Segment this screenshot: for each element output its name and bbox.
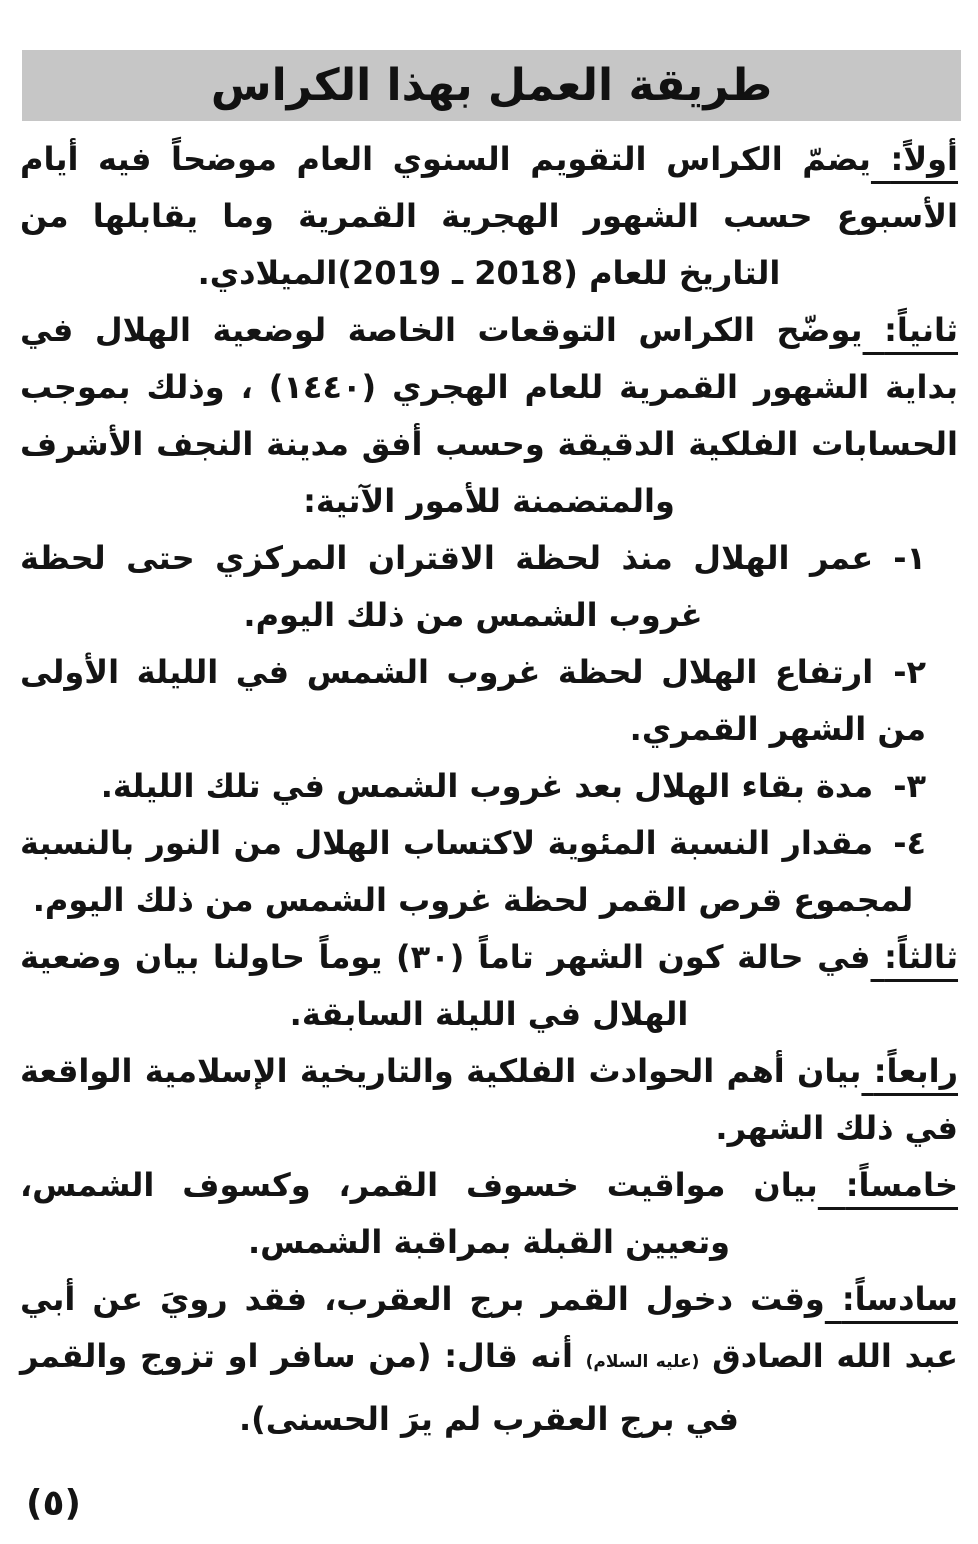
list-item-4 <box>20 815 958 929</box>
list-item-1-text: عمر الهلال منذ لحظة الاقتران المركزي حتى لحظة غروب الشمس من ذلك اليوم. <box>20 539 874 634</box>
paragraph-first <box>20 131 958 302</box>
lead-word-third: ثالثاً: <box>884 938 959 976</box>
list-item-4-number: ٤- <box>893 824 926 862</box>
lead-word-sixth: سادساً: <box>841 1280 958 1318</box>
paragraph-third <box>20 929 958 1043</box>
title-bar <box>22 50 961 121</box>
paragraph-first-text: يضمّ الكراس التقويم السنوي العام موضحاً فيه أيام الأسبوع حسب الشهور الهجرية القمرية وما يقابلها من التاريخ للعام (2018 ـ 2019)الميلادي. <box>20 140 958 292</box>
lead-word-second: ثانياً: <box>884 311 959 349</box>
paragraph-second-text: يوضّح الكراس التوقعات الخاصة لوضعية الهلال في بداية الشهور القمرية للعام الهجري (١٤٤٠) ، وذلك بموجب الحسابات الفلكية الدقيقة وحسب أفق مدينة النجف الأشرف والمتضمنة للأمور الآتية: <box>20 311 959 520</box>
list-item-2 <box>20 644 958 758</box>
page-title: طريقة العمل بهذا الكراس <box>210 60 773 111</box>
lead-word-fourth: رابعاً: <box>873 1052 959 1090</box>
paragraph-third-text: في حالة كون الشهر تاماً (٣٠) يوماً حاولنا بيان وضعية الهلال في الليلة السابقة. <box>20 938 871 1033</box>
paragraph-fifth <box>20 1157 958 1271</box>
list-item-2-text: ارتفاع الهلال لحظة غروب الشمس في الليلة الأولى من الشهر القمري. <box>20 653 926 748</box>
paragraph-sixth-text-before: وقت دخول القمر برج العقرب، فقد رويَ عن أبي عبد الله الصادق <box>20 1280 958 1375</box>
list-item-3-number: ٣- <box>893 767 926 805</box>
lead-word-fifth: خامساً: <box>845 1166 959 1204</box>
paragraph-fourth <box>20 1043 958 1157</box>
list-item-3 <box>20 758 958 815</box>
list-item-1-number: ١- <box>893 539 926 577</box>
paragraph-sixth <box>20 1271 958 1448</box>
paragraph-sixth-text-after: أنه قال: (من سافر او تزوج والقمر في برج العقرب لم يرَ الحسنى). <box>20 1337 739 1438</box>
alayhis-salam-honorific-mark: (عليه السلام) <box>585 1352 700 1372</box>
list-item-4-text: مقدار النسبة المئوية لاكتساب الهلال من النور بالنسبة لمجموع قرص القمر لحظة غروب الشمس من ذلك اليوم. <box>20 824 914 919</box>
list-item-3-text: مدة بقاء الهلال بعد غروب الشمس في تلك الليلة. <box>100 767 874 805</box>
paragraph-fourth-text: بيان أهم الحوادث الفلكية والتاريخية الإسلامية الواقعة في ذلك الشهر. <box>20 1052 958 1147</box>
page-content <box>20 131 958 1448</box>
page-number: (٥) <box>26 1483 81 1524</box>
list-item-2-number: ٢- <box>893 653 926 691</box>
lead-word-first: أولاً: <box>890 140 959 178</box>
list-item-1 <box>20 530 958 644</box>
paragraph-fifth-text: بيان مواقيت خسوف القمر، وكسوف الشمس، وتعيين القبلة بمراقبة الشمس. <box>20 1166 818 1261</box>
paragraph-second <box>20 302 958 530</box>
